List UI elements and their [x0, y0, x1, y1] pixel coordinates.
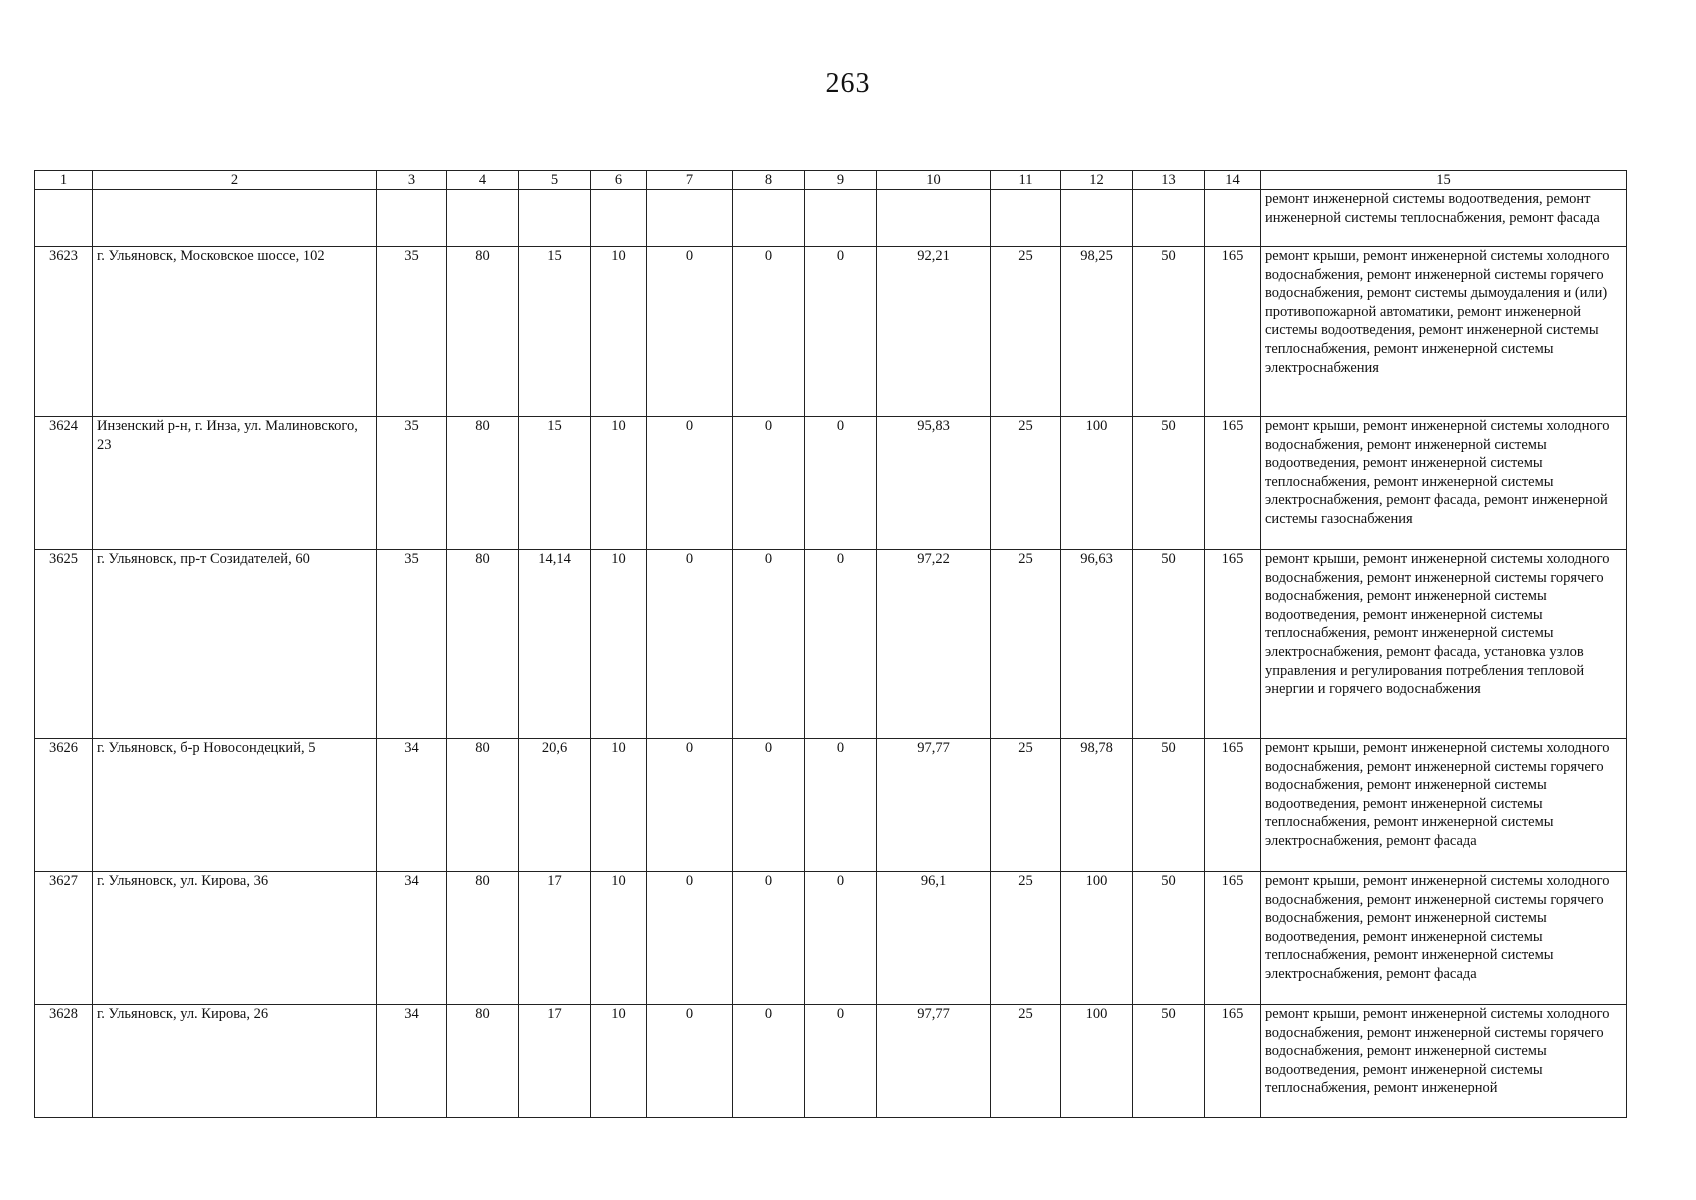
works-description-cell: ремонт крыши, ремонт инженерной системы холодного водоснабжения, ремонт инженерной системы горячего водоснабжения, ремонт системы дымоудаления и (или) противопожарной автоматики, ремонт инженерной системы водоотведения, ремонт инженерной системы теплоснабжения, ремонт инженерной системы электроснабжения	[1261, 247, 1627, 417]
row-number-cell: 3624	[35, 417, 93, 550]
value-cell: 17	[519, 872, 591, 1005]
works-table	[34, 170, 1627, 1118]
works-description-cell: ремонт инженерной системы водоотведения, ремонт инженерной системы теплоснабжения, ремонт фасада	[1261, 190, 1627, 247]
value-cell: 80	[447, 247, 519, 417]
value-cell: 0	[805, 872, 877, 1005]
column-header: 7	[647, 171, 733, 190]
value-cell: 50	[1133, 872, 1205, 1005]
value-cell: 25	[991, 1005, 1061, 1118]
value-cell: 80	[447, 1005, 519, 1118]
value-cell: 165	[1205, 739, 1261, 872]
value-cell: 50	[1133, 1005, 1205, 1118]
value-cell: 50	[1133, 739, 1205, 872]
value-cell: 10	[591, 872, 647, 1005]
value-cell: 20,6	[519, 739, 591, 872]
row-number-cell: 3628	[35, 1005, 93, 1118]
value-cell: 80	[447, 550, 519, 739]
column-header: 8	[733, 171, 805, 190]
row-number-cell	[35, 190, 93, 247]
value-cell: 0	[805, 1005, 877, 1118]
column-header: 10	[877, 171, 991, 190]
column-header: 9	[805, 171, 877, 190]
column-header: 1	[35, 171, 93, 190]
value-cell: 0	[805, 739, 877, 872]
works-description-cell: ремонт крыши, ремонт инженерной системы холодного водоснабжения, ремонт инженерной системы горячего водоснабжения, ремонт инженерной системы водоотведения, ремонт инженерной системы теплоснабжения, ремонт инженерной системы электроснабжения, ремонт фасада, установка узлов управления и регулирования потребления тепловой энергии и горячего водоснабжения	[1261, 550, 1627, 739]
value-cell	[1061, 190, 1133, 247]
table-row	[35, 550, 1627, 739]
value-cell: 0	[647, 247, 733, 417]
column-header: 11	[991, 171, 1061, 190]
value-cell: 10	[591, 1005, 647, 1118]
value-cell	[447, 190, 519, 247]
value-cell	[519, 190, 591, 247]
value-cell: 0	[805, 550, 877, 739]
value-cell: 25	[991, 739, 1061, 872]
table-row	[35, 247, 1627, 417]
works-description-cell: ремонт крыши, ремонт инженерной системы холодного водоснабжения, ремонт инженерной системы горячего водоснабжения, ремонт инженерной системы водоотведения, ремонт инженерной системы теплоснабжения, ремонт инженерной системы электроснабжения, ремонт фасада	[1261, 739, 1627, 872]
value-cell: 100	[1061, 872, 1133, 1005]
value-cell: 95,83	[877, 417, 991, 550]
row-number-cell: 3623	[35, 247, 93, 417]
value-cell: 98,25	[1061, 247, 1133, 417]
value-cell: 0	[805, 417, 877, 550]
table-row	[35, 417, 1627, 550]
value-cell	[805, 190, 877, 247]
column-header: 4	[447, 171, 519, 190]
value-cell: 34	[377, 872, 447, 1005]
value-cell: 25	[991, 247, 1061, 417]
value-cell	[647, 190, 733, 247]
column-header: 5	[519, 171, 591, 190]
value-cell: 80	[447, 739, 519, 872]
value-cell: 10	[591, 417, 647, 550]
value-cell: 0	[733, 1005, 805, 1118]
value-cell: 25	[991, 872, 1061, 1005]
value-cell: 0	[733, 417, 805, 550]
page-number: 263	[825, 68, 871, 99]
value-cell: 97,77	[877, 739, 991, 872]
value-cell	[1133, 190, 1205, 247]
value-cell: 0	[647, 739, 733, 872]
value-cell: 97,77	[877, 1005, 991, 1118]
value-cell: 0	[733, 872, 805, 1005]
value-cell: 96,63	[1061, 550, 1133, 739]
value-cell: 165	[1205, 247, 1261, 417]
table-row	[35, 739, 1627, 872]
value-cell	[1205, 190, 1261, 247]
value-cell: 10	[591, 247, 647, 417]
value-cell: 50	[1133, 550, 1205, 739]
value-cell: 0	[805, 247, 877, 417]
value-cell: 35	[377, 417, 447, 550]
value-cell: 96,1	[877, 872, 991, 1005]
value-cell: 50	[1133, 417, 1205, 550]
address-cell: г. Ульяновск, пр-т Созидателей, 60	[93, 550, 377, 739]
value-cell: 80	[447, 872, 519, 1005]
address-cell	[93, 190, 377, 247]
value-cell	[877, 190, 991, 247]
table-body	[35, 171, 1627, 1118]
value-cell: 100	[1061, 417, 1133, 550]
address-cell: г. Ульяновск, ул. Кирова, 26	[93, 1005, 377, 1118]
value-cell: 25	[991, 550, 1061, 739]
value-cell: 0	[647, 550, 733, 739]
value-cell: 100	[1061, 1005, 1133, 1118]
value-cell: 165	[1205, 1005, 1261, 1118]
column-header: 3	[377, 171, 447, 190]
value-cell: 98,78	[1061, 739, 1133, 872]
value-cell: 0	[733, 247, 805, 417]
table-row	[35, 872, 1627, 1005]
column-header: 13	[1133, 171, 1205, 190]
value-cell: 0	[733, 550, 805, 739]
works-description-cell: ремонт крыши, ремонт инженерной системы холодного водоснабжения, ремонт инженерной системы горячего водоснабжения, ремонт инженерной системы водоотведения, ремонт инженерной системы теплоснабжения, ремонт инженерной системы электроснабжения, ремонт фасада	[1261, 872, 1627, 1005]
address-cell: г. Ульяновск, б-р Новосондецкий, 5	[93, 739, 377, 872]
value-cell: 10	[591, 739, 647, 872]
value-cell: 25	[991, 417, 1061, 550]
column-header: 2	[93, 171, 377, 190]
value-cell: 0	[647, 1005, 733, 1118]
table-row	[35, 190, 1627, 247]
column-header: 6	[591, 171, 647, 190]
value-cell: 165	[1205, 550, 1261, 739]
value-cell: 35	[377, 550, 447, 739]
value-cell: 34	[377, 739, 447, 872]
header-row	[35, 171, 1627, 190]
value-cell: 80	[447, 417, 519, 550]
row-number-cell: 3627	[35, 872, 93, 1005]
value-cell	[991, 190, 1061, 247]
value-cell: 92,21	[877, 247, 991, 417]
row-number-cell: 3626	[35, 739, 93, 872]
value-cell	[733, 190, 805, 247]
value-cell: 34	[377, 1005, 447, 1118]
value-cell: 0	[647, 872, 733, 1005]
works-description-cell: ремонт крыши, ремонт инженерной системы холодного водоснабжения, ремонт инженерной системы водоотведения, ремонт инженерной системы теплоснабжения, ремонт инженерной системы электроснабжения, ремонт фасада, ремонт инженерной системы газоснабжения	[1261, 417, 1627, 550]
value-cell	[591, 190, 647, 247]
address-cell: Инзенский р-н, г. Инза, ул. Малиновского, 23	[93, 417, 377, 550]
works-description-cell: ремонт крыши, ремонт инженерной системы холодного водоснабжения, ремонт инженерной системы горячего водоснабжения, ремонт инженерной системы водоотведения, ремонт инженерной системы теплоснабжения, ремонт инженерной	[1261, 1005, 1627, 1118]
value-cell: 0	[733, 739, 805, 872]
value-cell: 165	[1205, 417, 1261, 550]
value-cell: 50	[1133, 247, 1205, 417]
column-header: 12	[1061, 171, 1133, 190]
row-number-cell: 3625	[35, 550, 93, 739]
value-cell: 165	[1205, 872, 1261, 1005]
value-cell: 35	[377, 247, 447, 417]
value-cell: 15	[519, 247, 591, 417]
value-cell: 10	[591, 550, 647, 739]
address-cell: г. Ульяновск, Московское шоссе, 102	[93, 247, 377, 417]
value-cell: 97,22	[877, 550, 991, 739]
value-cell: 17	[519, 1005, 591, 1118]
value-cell: 14,14	[519, 550, 591, 739]
value-cell: 0	[647, 417, 733, 550]
address-cell: г. Ульяновск, ул. Кирова, 36	[93, 872, 377, 1005]
column-header: 14	[1205, 171, 1261, 190]
value-cell: 15	[519, 417, 591, 550]
value-cell	[377, 190, 447, 247]
table-row	[35, 1005, 1627, 1118]
column-header: 15	[1261, 171, 1627, 190]
